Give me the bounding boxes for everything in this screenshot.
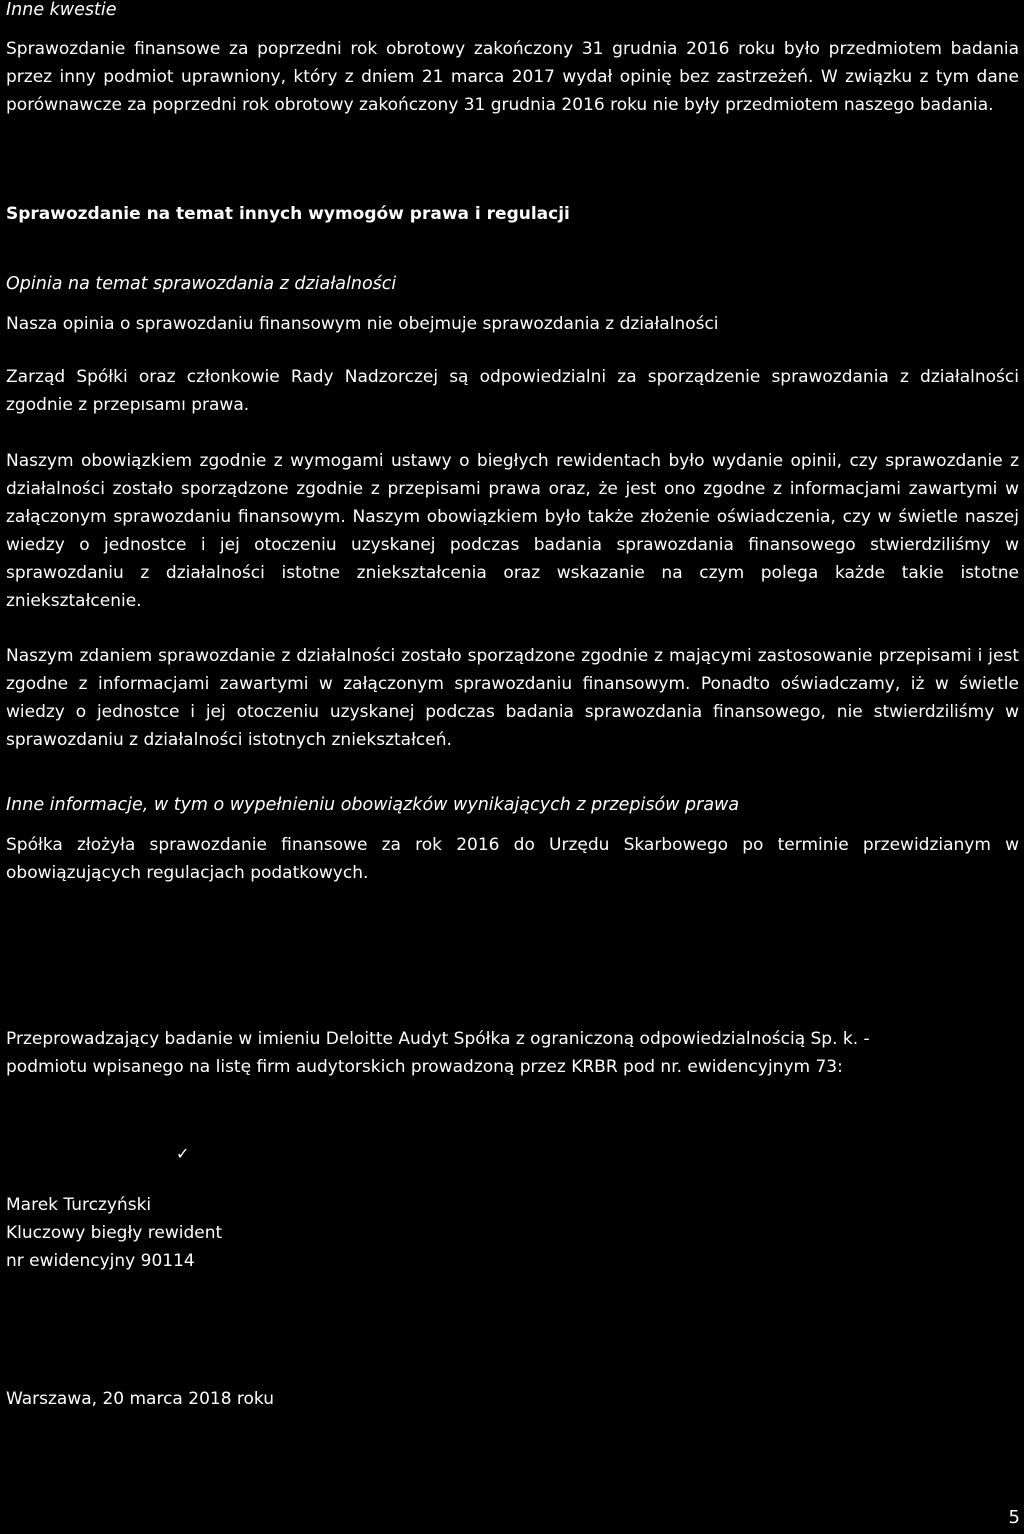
signatory-role: Kluczowy biegły rewident xyxy=(6,1223,223,1243)
signatory-block xyxy=(6,1191,1019,1275)
signatory-name: Marek Turczyński xyxy=(6,1195,152,1215)
opinion-activity-paragraph-1: Nasza opinia o sprawozdaniu finansowym nie obejmuje sprawozdania z działalności xyxy=(6,314,719,334)
opinion-activity-paragraph-4: Naszym zdaniem sprawozdanie z działalności zostało sporządzone zgodnie z mającymi zastosowanie przepisami i jest zgodne z informacjami zawartymi w załączonym sprawozdaniu finansowym. Ponadto oświadczamy, iż w świetle wiedzy o jednostce i jej otoczeniu uzyskanej podczas badania sprawozdania finansowego, nie stwierdziliśmy w sprawozdaniu z działalności istotnych zniekształceń. xyxy=(6,646,1019,750)
auditor-statement-line-2: podmiotu wpisanego na listę firm audytorskich prowadzoną przez KRBR pod nr. ewidencyjnym 73: xyxy=(6,1057,843,1077)
place-date: Warszawa, 20 marca 2018 roku xyxy=(6,1389,275,1409)
other-matters-heading: Inne kwestie xyxy=(6,0,117,20)
signatory-registration: nr ewidencyjny 90114 xyxy=(6,1251,195,1271)
report-other-requirements-heading: Sprawozdanie na temat innych wymogów prawa i regulacji xyxy=(6,204,570,224)
opinion-activity-paragraph-2: Zarząd Spółki oraz członkowie Rady Nadzorczej są odpowiedzialni za sporządzenie sprawozdania z działalności zgodnie z przepısamı prawa. xyxy=(6,367,1019,415)
other-info-subheading: Inne informacje, w tym o wypełnieniu obowiązków wynikających z przepisów prawa xyxy=(6,795,740,815)
signature-mark: ✓ xyxy=(176,1144,190,1163)
auditor-statement xyxy=(6,1025,1019,1081)
opinion-activity-paragraph-3: Naszym obowiązkiem zgodnie z wymogami ustawy o biegłych rewidentach było wydanie opinii, czy sprawozdanie z działalności zostało sporządzone zgodnie z przepisami prawa oraz, że jest ono zgodne z informacjami zawartymi w załączonym sprawozdaniu finansowym. Naszym obowiązkiem było także złożenie oświadczenia, czy w świetle naszej wiedzy o jednostce i jej otoczeniu uzyskanej podczas badania sprawozdania finansowego stwierdziliśmy w sprawozdaniu z działalności istotne zniekształcenia oraz wskazanie na czym polega każde takie istotne zniekształcenie. xyxy=(6,451,1019,611)
other-matters-paragraph: Sprawozdanie finansowe za poprzedni rok obrotowy zakończony 31 grudnia 2016 roku było przedmiotem badania przez inny podmiot uprawniony, który z dniem 21 marca 2017 wydał opinię bez zastrzeżeń. W związku z tym dane porównawcze za poprzedni rok obrotowy zakończony 31 grudnia 2016 roku nie były przedmiotem naszego badania. xyxy=(6,39,1019,115)
opinion-activity-subheading: Opinia na temat sprawozdania z działalności xyxy=(6,274,397,294)
page-number: 5 xyxy=(1008,1507,1020,1528)
other-info-paragraph: Spółka złożyła sprawozdanie finansowe za rok 2016 do Urzędu Skarbowego po terminie przewidzianym w obowiązujących regulacjach podatkowych. xyxy=(6,835,1019,883)
auditor-statement-line-1: Przeprowadzający badanie w imieniu Deloitte Audyt Spółka z ograniczoną odpowiedzialnością Sp. k. - xyxy=(6,1029,870,1049)
